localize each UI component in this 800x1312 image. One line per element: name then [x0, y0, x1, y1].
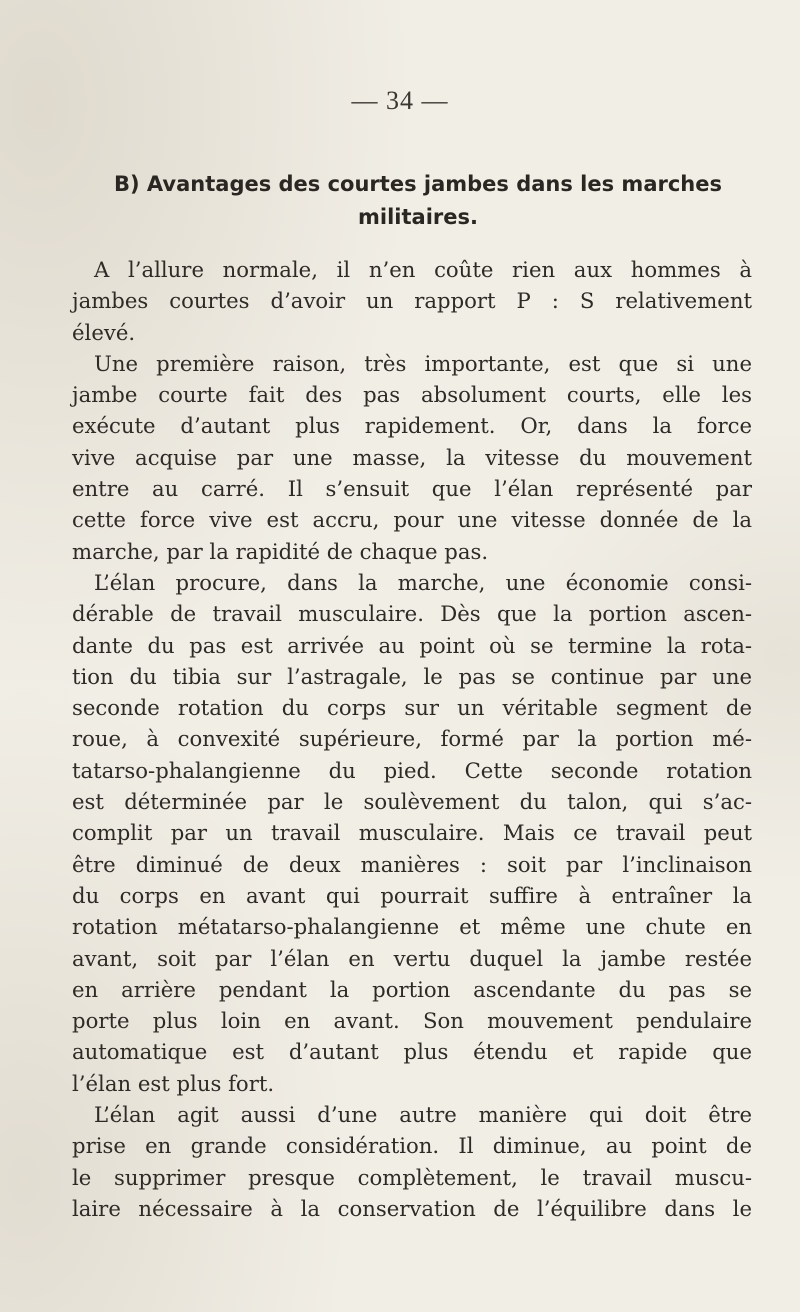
text-line: roue, à convexité supérieure, formé par la portion mé- — [72, 726, 752, 752]
text-line: jambe courte fait des pas absolument courts, elle les — [72, 382, 752, 408]
text-line: Une première raison, très importante, est que si une — [94, 350, 752, 376]
text-line: cette force vive est accru, pour une vitesse donnée de la — [72, 507, 752, 533]
text-line: seconde rotation du corps sur un véritable segment de — [72, 695, 752, 721]
text-line: avant, soit par l’élan en vertu duquel la jambe restée — [72, 945, 752, 971]
text-line: rotation métatarso-phalangienne et même une chute en — [72, 914, 752, 940]
text-line: complit par un travail musculaire. Mais ce travail peut — [72, 820, 752, 846]
text-line: du corps en avant qui pourrait suffire à entraîner la — [72, 882, 752, 908]
text-line: exécute d’autant plus rapidement. Or, dans la force — [72, 413, 752, 439]
text-line: en arrière pendant la portion ascendante du pas se — [72, 976, 752, 1002]
text-line: vive acquise par une masse, la vitesse du mouvement — [72, 444, 752, 470]
text-line: tion du tibia sur l’astragale, le pas se continue par une — [72, 663, 752, 689]
text-line: marche, par la rapidité de chaque pas. — [72, 538, 489, 564]
text-line: dante du pas est arrivée au point où se termine la rota- — [72, 632, 752, 658]
section-heading-line-1: B) Avantages des courtes jambes dans les marches — [114, 172, 722, 196]
text-line: L’élan agit aussi d’une autre manière qui doit être — [94, 1102, 752, 1128]
text-line: tatarso-phalangienne du pied. Cette seconde rotation — [72, 757, 752, 783]
section-heading — [88, 168, 748, 234]
text-line: laire nécessaire à la conservation de l’équilibre dans le — [72, 1195, 752, 1221]
text-line: le supprimer presque complètement, le travail muscu- — [72, 1164, 752, 1190]
text-line: prise en grande considération. Il diminue, au point de — [72, 1133, 752, 1159]
text-line: est déterminée par le soulèvement du talon, qui s’ac- — [72, 789, 752, 815]
section-heading-line-2: militaires. — [358, 205, 478, 229]
text-line: l’élan est plus fort. — [72, 1070, 275, 1096]
text-line: jambes courtes d’avoir un rapport P : S relativement — [72, 288, 752, 314]
text-line: être diminué de deux manières : soit par l’inclinaison — [72, 851, 752, 877]
body-text — [72, 254, 752, 1224]
text-line: A l’allure normale, il n’en coûte rien aux hommes à — [94, 257, 752, 282]
text-line: porte plus loin en avant. Son mouvement pendulaire — [72, 1008, 752, 1034]
text-line: L’élan procure, dans la marche, une économie consi- — [94, 569, 752, 595]
text-line: automatique est d’autant plus étendu et rapide que — [72, 1039, 752, 1065]
text-line: élevé. — [72, 319, 136, 345]
page-number: — 34 — — [351, 86, 449, 115]
text-line: dérable de travail musculaire. Dès que la portion ascen- — [72, 601, 752, 627]
text-line: entre au carré. Il s’ensuit que l’élan représenté par — [72, 476, 752, 502]
